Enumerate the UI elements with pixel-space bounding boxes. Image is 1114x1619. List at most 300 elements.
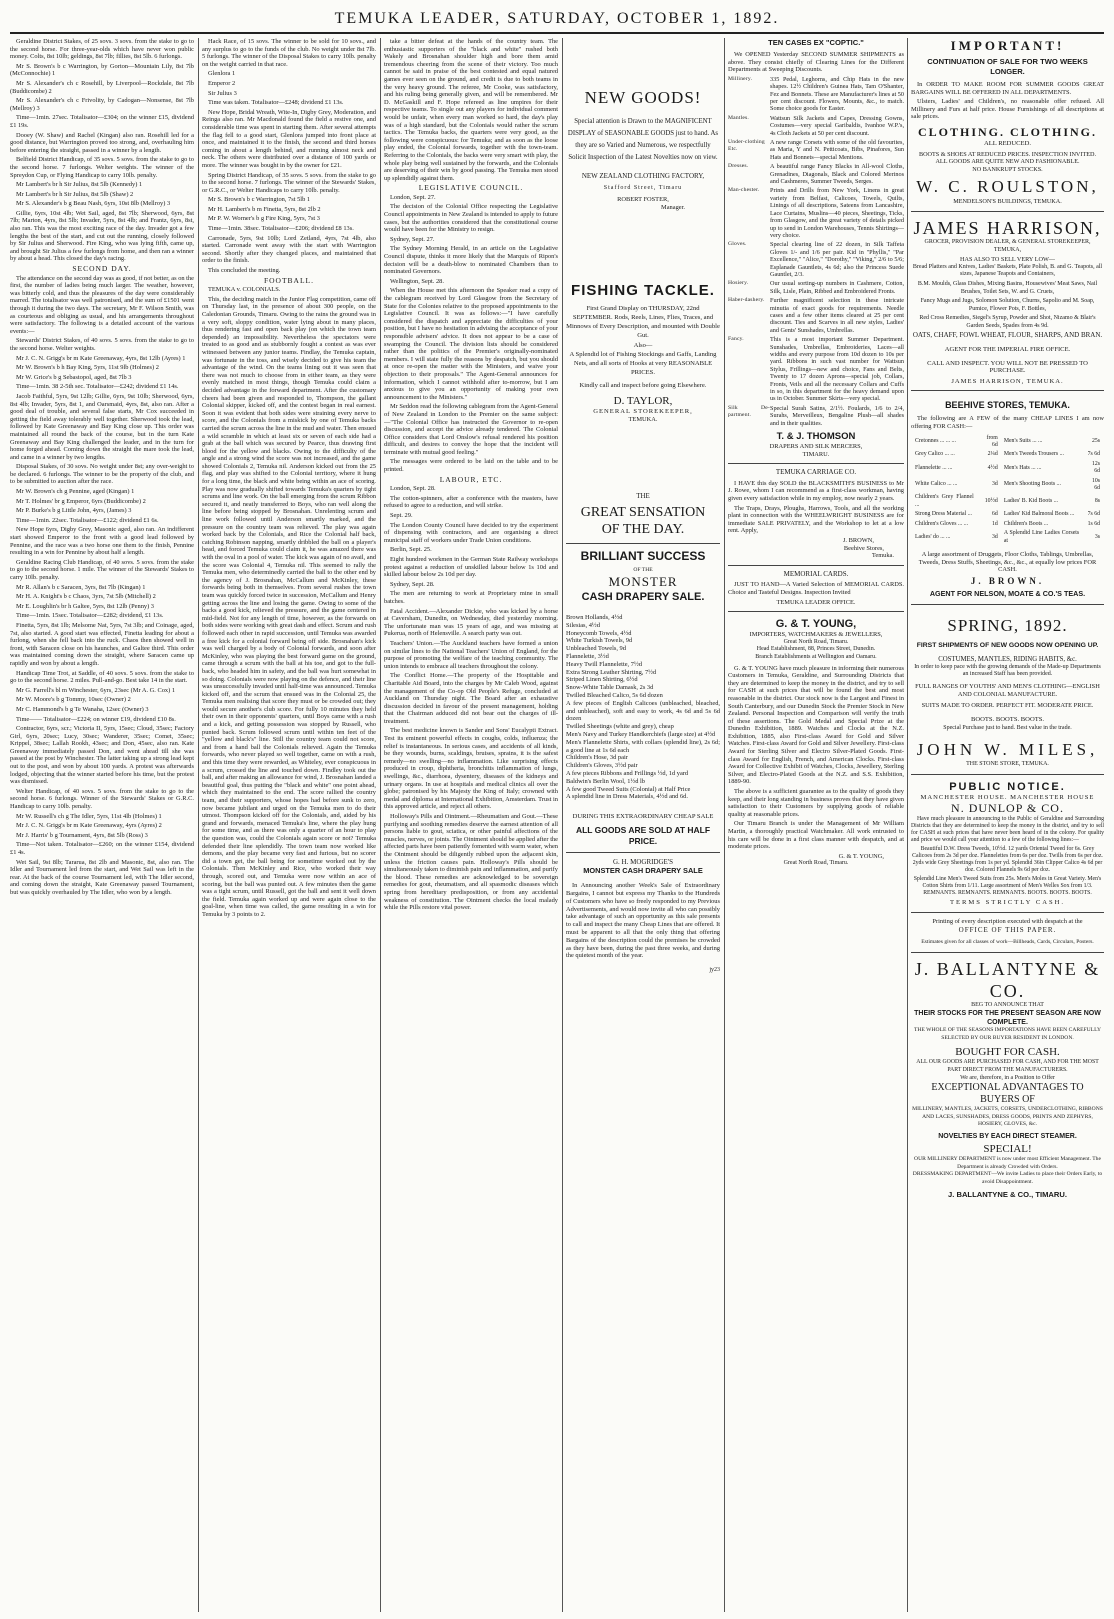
fishing-also: Also— [633, 342, 653, 349]
article-paragraph: Mr Seddon read the following cablegram from the Agent-General of New Zealand in London to the Premier on the same subject:—"The Colonial Office has instructed the Governor to re-open discussion, and accept the advice already tendered. The Colonial Office considers that Lord Onslow's refusal rendered his position difficult, and desires to convey the hope that the incident will terminate with mutual good feeling." [384, 403, 558, 456]
price-cell: 1s 6d [1087, 520, 1100, 527]
article-paragraph: Mr H. Lambert's b m Finetta, 5yrs, 8st 2lb 2 [208, 205, 321, 213]
ballantyne-beg: BEG TO ANNOUNCE THAT [971, 1001, 1044, 1008]
young-name: G. & T. YOUNG, [775, 618, 857, 631]
article-paragraph: Sydney, Sept. 28. [390, 580, 435, 588]
sensation-the: THE [636, 492, 650, 500]
article-paragraph: LABOUR, ETC. [439, 474, 503, 484]
fishing-body-3: Kindly call and inspect before going Elsewhere. [579, 382, 707, 389]
article-paragraph: Sir Julius 3 [208, 89, 237, 97]
article-paragraph: Time—1min. 38sec. Totalisator—£206; dividend £8 13s. [208, 225, 354, 233]
article-paragraph: Mr P. Burke's b g Little John, 4yrs, (James) 3 [16, 507, 132, 515]
article-paragraph: The best medicine known is Sander and Sons' Eucalypti Extract. Test its eminent powerful effects in coughs, colds, influenza; the relief is instantaneous. In serious cases, and accidents of all kinds, be they wounds, burns, scaldings, bruises, sprains, it is the safest remedy—no swelling—no inflammation. Like surprising effects produced in croup, diphtheria, bronchitis inflammation of lungs, swellings, &c., diarrhoea, dysentery, diseases of the kidneys and urinary organs. In use at hospitals and medical clinics all over the globe; patronised by his Majesty the King of Italy; crowned with medal and diploma at International Exhibition, Amsterdam. Trust in this approved article, and reject all others. [384, 727, 558, 811]
column-rule [724, 38, 725, 1612]
first-shipments: FIRST SHIPMENTS OF NEW GOODS NOW OPENING UP. [916, 642, 1099, 650]
article-paragraph: The decision of the Colonial Office respecting the Legislative Council appointments in New Zealand is intended to apply to future cases, but the authorities considered that the constitutional course would have been for the Ministry to resign. [384, 203, 558, 234]
department-text: Prints and Drills from New York, Linens in great variety from Belfast, Calicoes, Towels, Quilts, Linings of all descriptions, Sateens from Lancashire, Lace Curtains, Muslins—40 pieces, Sheetings, Ticks, from Glasgow, and the great variety of details picked up to send in London Warehouses, Tennis Shirtings—very choice. [770, 187, 904, 239]
article-paragraph: London, Sept. 28. [390, 485, 436, 493]
article-paragraph: Mr G. Farrell's bl m Winchester, 6yrs, 23sec (Mr A. G. Cox) 1 [16, 686, 176, 694]
terms-cash: TERMS STRICTLY CASH. [949, 899, 1066, 907]
young-signature: G. & T. YOUNG, [838, 852, 884, 860]
sensation-heading: GREAT SENSATION [580, 505, 706, 520]
article-paragraph: The men are returning to work at Proprietary mine in small batches. [384, 590, 558, 605]
article-paragraph: FOOTBALL. [263, 275, 315, 285]
ballantyne-millinery: MILLINERY, MANTLES, JACKETS, CORSETS, UNDERCLOTHING, RIBBONS AND LACES, SUNSHADES, DRESS GOODS, PRINTS AND ZEPHYRS, HOSIERY, GLOVES, &c. [912, 1106, 1103, 1128]
price-cell: 10½d [984, 498, 998, 505]
article-paragraph: Mr S. Alexander's b g Beau Nash, 6yrs, 10st 8lb (Mellroy) 3 [16, 200, 171, 208]
ulsters-notice: Ulsters, Ladies' and Children's, no reasonable offer refused. All Millinery and Furs at half price. House Furnishings of all descriptions at sale prices. [911, 98, 1104, 121]
price-cell: Children's Gloves ... ... [915, 520, 969, 527]
column-ads-drapers [728, 38, 904, 1612]
article-paragraph: Wellington, Sept. 28. [390, 277, 444, 285]
sale-item: Baldwin's Berlin Wool, 1½d lb [566, 777, 645, 785]
order-notice: In ORDER TO MAKE ROOM FOR SUMMER GOODS GREAT BARGAINS WILL BE OFFERED IN ALL DEPARTMENTS. [911, 81, 1104, 96]
sale-item: Men's Navy and Turkey Handkerchiefs (large size) at 4½d [566, 730, 716, 738]
price-cell: Men's Tweeds Trousers ... [1003, 451, 1064, 458]
carriage-signature-2: Beehive Stores, [843, 544, 884, 552]
department-row [728, 187, 904, 239]
price-cell: Children's Grey Flannel ... [915, 494, 974, 508]
of-the: OF THE [633, 567, 653, 573]
article-paragraph: Gillie, 6yrs, 10st 4lb; Wet Sail, aged, 8st 7lb; Sherwood, 6yrs, 8st 7lb; Marton, 4yrs, 8st 5lb; Invader, 5yrs, 8st 4lb; and Frantz, 6yrs, 8st, also ran. This was the most exciting race of the day. Invader got a few lengths the best of the start, and cut out the running, closely followed by Sir Julius and Sherwood. Fire King, who was lying fifth, came up, and brought Sir Julius a few furlongs from home, and then ran a winner by about a head. This closed the day's racing. [10, 209, 194, 263]
article-paragraph: Geraldine Racing Club Handicap, of 40 sovs. 5 sovs. from the stake to go to the second horse. 1 mile. The winner of the Stewards' Stakes to carry 10lb. penalty. [10, 558, 194, 581]
article-paragraph: The Conflict Home.—The property of the Hospitable and Charitable Aid Board, into the charges by Mr Caleb Wood, against the management of the Co-op Old People's Refuge, concluded at Auckland on Thursday night. The Board after an exhaustive discussion decided in favour of the present management, holding that the Chairman adduced did not bear out the charges of ill-treatment. [384, 672, 558, 725]
article-paragraph: Time—1min. 15sec. Totalisator—£282; dividend, £1 13s. [16, 612, 164, 620]
suits-to-order: SUITS MADE TO ORDER. PERFECT FIT. MODERATE PRICE. [921, 702, 1094, 710]
sale-item: A splendid line in Dress Materials, 4½d and 6d. [566, 793, 688, 801]
column-ads-temuka [911, 38, 1104, 1612]
sale-item: Unbleached Towels, 9d [566, 645, 626, 653]
ballantyne-name: J. BALLANTYNE & CO. [914, 958, 1101, 1001]
masthead [10, 6, 1104, 34]
sale-item: Striped Linen Shirting, 6½d [566, 676, 638, 684]
article-paragraph: Sept. 29. [390, 512, 413, 520]
article-paragraph: Mr S. Alexander's ch c Frivolity, by Cadogan—Nonsense, 8st 7lb (Mellroy) 3 [10, 97, 194, 112]
harrison-list-1: Bread Platters and Knives, Ladies' Baskets, Plate Polish, B. and G. Teapots, all sizes, Japanese Teapots and Containers, [912, 263, 1103, 278]
department-text: A beautiful range Fancy Blacks in All-wool Cloths, Grenadines, Diagonals, Black and Colored Merinos and Cashmeres, Summer Tweeds, Serges. [770, 163, 904, 186]
article-paragraph: Dooey (W. Shaw) and Rachel (Kingan) also ran. Rosehill led for a good distance, but Warrington proved too strong, and, overhauling him before entering the straight, passed in a winner by a length. [10, 131, 194, 154]
price-cell: 7s 6d [1087, 511, 1100, 518]
brilliant-success: BRILLIANT SUCCESS [580, 549, 706, 563]
price-cell: 3d [992, 533, 998, 540]
article-paragraph: Mr W. Brown's b h Bay King, 5yrs, 11st 9lb (Holmes) 2 [16, 364, 159, 372]
newspaper-page [10, 38, 1104, 1612]
department-label: Mantles. [728, 114, 750, 121]
price-cell: Children's Boots ... [1003, 520, 1049, 527]
fishing-heading: FISHING TACKLE. [571, 282, 715, 299]
article-paragraph: Mr P. W. Worner's b g Fire King, 5yrs, 7st 3 [208, 215, 321, 223]
price-cell: Strong Dress Material ... [915, 511, 972, 518]
beehive-price-table [911, 433, 1104, 547]
price-row [913, 451, 1102, 458]
article-paragraph: Sydney, Sept. 27. [390, 235, 435, 243]
article-paragraph: Time was taken. Totalisator—£248; dividend £1 13s. [208, 99, 344, 107]
article-paragraph: The Sydney Morning Herald, in an article on the Legislative Council dispute, thinks it more likely that the Marquis of Ripon's decision will be a death-blow to nominated Chambers than to nominated Governors. [384, 245, 558, 276]
article-paragraph: Mr S. Brown's b c Warrington, by Gorton—Mountain Lily, 8st 7lb (McConnochie) 1 [10, 62, 194, 78]
exceptional-advantages: EXCEPTIONAL ADVANTAGES TO BUYERS OF [931, 1082, 1084, 1106]
department-row [728, 139, 904, 161]
factory-manager-title: Manager. [661, 204, 685, 211]
department-row [728, 280, 904, 295]
article-paragraph: Hack Race, of 15 sovs. The winner to be sold for 10 sovs., and any surplus to go to the funds of the club. No weight under 8st 7lb. 5 furlongs. The winner of the Disposal Stakes to carry 10lb. penalty on the weight carried in that race. [202, 38, 376, 68]
price-cell: Grey Calico ... ... [915, 451, 955, 458]
price-cell: Ladies' Kid Balmoral Boots ... [1003, 511, 1075, 518]
price-cell: A Splendid Line Ladies Corsets at [1003, 530, 1080, 544]
office-of-this-paper: OFFICE OF THIS PAPER. [958, 926, 1057, 935]
harrison-list-2: B.M. Moulds, Glass Dishes, Mixing Basins, Housewives' Meat Saws, Nail Brushes, Toilet Sets, W. and G. Cruets, [917, 280, 1098, 295]
department-label: Hosiery. [728, 280, 749, 287]
boots-reduced: BOOTS & SHOES AT REDUCED PRICES. INSPECTION INVITED. [918, 150, 1097, 158]
price-cell: 1d [992, 520, 998, 527]
fishing-body: First Grand Display on THURSDAY, 22nd SEPTEMBER. Rods, Reels, Lines, Flies, Traces, and Minnows of Every Description, and mounted with Double Gut. [566, 305, 720, 339]
sale-item: Brown Hollands, 4½d [566, 614, 623, 621]
sale-item: Snow-White Table Damask, 2s 3d [566, 684, 654, 692]
dunlop-lines: Beautiful D.W. Dress Tweeds, 10½d. 12 yards Oriental Tweed for 6s. Grey Calicoes from 2s 3d per doz. Flannelettes from 6s per doz. Twills from 6s per doz. 2yds wide Grey Sheetings from 1s per yd. Splendid 36in Clipper Calico 4s 6d per doz. Colored Flannels 9s 6d per doz. [912, 846, 1103, 874]
half-price: ALL GOODS ARE SOLD AT HALF PRICE. [575, 825, 711, 847]
price-cell: Ladies' do ... ... [915, 533, 951, 540]
article-paragraph: Berlin, Sept. 25. [390, 546, 432, 554]
costumes-sub: In order to keep pace with the growing demands of the Made-up Departments an increased Staff has been provided. [914, 663, 1101, 678]
harrison-call: CALL AND INSPECT. YOU WILL NOT BE PRESSED TO PURCHASE. [927, 359, 1088, 375]
department-row [728, 241, 904, 278]
memorial-body: JUST TO HAND—A Varied Selection of MEMORIAL CARDS. Choice and Tasteful Designs. Inspection Invited [728, 581, 904, 596]
department-label: Dresses. [728, 163, 749, 170]
brown-agent: AGENT FOR NELSON, MOATE & CO.'S TEAS. [929, 589, 1086, 599]
price-row [913, 521, 1102, 528]
thomson-town: TIMARU. [802, 450, 830, 458]
article-paragraph: Fatal Accident.—Alexander Dickie, who was kicked by a horse at Caversham, Dunedin, on Wednesday, died yesterday morning. The unfortunate man was 15 years of age, and was missing at Pukerua, north of Helensville. A search party was out. [384, 607, 558, 638]
department-text: This is a most important Summer Department. Sunshades, Umbrellas, Embroideries, Laces—all widths and every purpose from 10d dozen to 10s per yard. Ribbons in such vast number for Wattsun Stylus, Frillings—new and choice, Fans and Belts, Twenty to 17 dozen Aprons—special job, Collars, Fronts, Veils and all the necessary Collars and Cuffs in so, in this department for the heavy demand upon us in October. Summer Skirts—very special. [770, 336, 904, 403]
all-reduced: ALL REDUCED. [983, 139, 1031, 147]
column-racing-football [202, 38, 376, 1612]
sale-item: Children's Gloves, 3½d pair [566, 762, 638, 770]
price-cell: 4½d [987, 464, 998, 471]
article-paragraph: Jacob Faithful, 5yrs, 9st 12lb; Gillie, 6yrs, 9st 10lb; Sherwood, 6yrs, 8st 4lb; Invader, 5yrs, 8st 1, and Oarsmaid, 4yrs, 8st, also ran. After a good deal of trouble, and several false starts, Mr Cox succeeded in getting the field away tolerably well together. Sherwood took the lead, followed by Kate Greenaway and Bay King close up. This order was maintained all round the back of the course, but in the turn Kate Greenaway and Bay King challenged the leader, and in the turn for home forged ahead. Coming down the straight the mare took the lead, and came in a winner by two lengths. [10, 392, 194, 461]
department-row [728, 336, 904, 403]
manchester-house: MANCHESTER HOUSE. MANCHESTER HOUSE [920, 793, 1095, 801]
all-goods-new: ALL GOODS ARE QUITE NEW AND FASHIONABLE. [935, 158, 1080, 166]
article-paragraph: Finetta, 5yrs, 8st 1lb; Melsome Nat, 5yrs, 7st 3lb; and Coinage, aged, 7st, also started. A good start was effected, Finetta leading for about a furlong, when she fell back into the ruck. Chaos then showed well in front, with Saracen close on his haunches, and Galtee third. This order was maintained coming down the straight, where Saracen came up rapidly and won by about a length. [10, 621, 194, 667]
article-paragraph: Mr J. C. N. Grigg's br m Kate Greenaway, 4yrs, 8st 12lb (Ayres) 1 [16, 354, 186, 362]
ad-code: jy23 [709, 967, 720, 974]
mogridge-name: G. H. MOGRIDGE'S [613, 858, 673, 867]
article-paragraph: Geraldine District Stakes, of 25 sovs. 3 sovs. from the stake to go to the second horse. For three-year-olds which have never won public money. Colts, 8st 10lb; geldings, 8st 7lb; fillies, 8st 5lb. 6 furlongs. [10, 38, 194, 61]
article-paragraph: Welter Handicap, of 40 sovs. 5 sovs. from the stake to go to the second horse. 6 furlongs. Winner of the Stewards' Stakes or G.R.C. Handicap to carry 10lb. penalty. [10, 787, 194, 811]
price-cell: 2¼d [987, 451, 998, 458]
price-row [913, 461, 1102, 476]
article-paragraph: Belfield District Handicap, of 35 sovs. 5 sovs. from the stake to go to the second horse. 7 furlongs. Welter weights. The winner of the Spreydon Cup, or Flying Handicap to carry 10lb. penalty. [10, 156, 194, 179]
department-label: Fancy. [728, 336, 744, 343]
mogridge-body: In Announcing another Week's Sale of Extraordinary Bargains, I cannot but express my Thanks to the Hundreds of Customers who have so freely responded to my Previous Advertisements, and would now invite all who can possibly take advantage of such an opportunity as this sale presents to call and inspect the many Cheap Lines that are offered. It must be apparent to all that the only thing that offering Bargains of the description could the premises be crowded as they have been, during the past three weeks, and during the quietest month of the year. [566, 882, 720, 960]
department-text: Further magnificent selection in these intricate minutia of exact goods for requirements. Needle cases and a few other items cleared at 25 per cent discount. Ties and Scarves in all new styles, Ladies' and Gents' Sunshades, Umbrellas. [770, 297, 904, 334]
article-paragraph: Time—1min. 22sec. Totalisator—£122; dividend £1 6s. [16, 516, 159, 524]
price-cell: Men's Shooting Boots ... [1003, 481, 1061, 488]
young-body-2: The above is a sufficient guarantee as to the quality of goods they keep, and their long standing in business proves that they have given satisfaction to their Customers by supplying goods of reliable quality at reasonable prices. [728, 788, 904, 818]
roulston-name: W. C. ROULSTON, [916, 177, 1099, 197]
carriage-signature-3: Temuka. [871, 552, 894, 560]
millinery-dept: OUR MILLINERY DEPARTMENT is now under most Efficient Management. The Department is already Crowded with Orders. [914, 1155, 1101, 1170]
dunlop-name: N. DUNLOP & CO. [951, 801, 1064, 816]
price-cell: 6d [992, 511, 998, 518]
harrison-oats: OATS, CHAFF, FOWL WHEAT, FLOUR, SHARPS, AND BRAN. [912, 331, 1103, 340]
department-label: Haber-dashery. [728, 297, 765, 304]
dunlop-lines-2: Splendid Line Men's Tweed Suits from 25s. Men's Moles in Great Variety. Men's Cotton Shirts from 1/11. Large assortment of Men's Welles Sox from 1/3. REMNANTS. REMNANTS. REMNANTS. BOOTS. BOOTS. BOOTS. [913, 876, 1102, 897]
young-signature-2: Great North Road, Timaru. [783, 860, 849, 867]
article-paragraph: take a bitter defeat at the hands of the country team. The enthusiastic supporters of the "black and white" rushed both Wakely and Brosnahan shoulder high and bore them amid tremendous cheering from the scene of their victory. Too much cannot be said in praise of the best contested and equal natured games ever seen on the ground, and credit is due to both teams in the very heavy ground. The referee, Mr Cooke, was satisfactory, and his ruling being generally given, and will be remembered. Mr D. McGaskill and F. Hope refereed as line umpires for their respective teams. To single out any players for individual comment would be unfair, when every man worked so hard, the day's play was of a high standard, but the Colonials would rather the scrum tactics. The Temuka backs, the quarters were very good, as the following were conspicuous: for Temuka; and as soon as the loose play ended, the Colonial forwards, together with the town-team. Referring to the Colonials, the backs were very smart with play, the whole play being well sustained by the forwards, and the Colonials are deserving of their win by good passing. The Temuka men stood up splendidly against them. [384, 38, 558, 182]
thomson-title: DRAPERS AND SILK MERCERS, [769, 443, 863, 451]
price-cell: Cretonnes ... ... ... [915, 438, 956, 445]
young-head: Head Establishment, 88, Princes Street, Dunedin. [756, 646, 876, 653]
price-cell: Men's Suits ... ... [1003, 438, 1043, 445]
article-paragraph: New Hope, Bridal Wreath, Wite-In, Digby Grey, Moderation, and Reinga also ran. Mr Macdonald found the field a restive one, and considerable time was spent in starting them. After several attempts the flag fell to a good start, Glenlora jumped into front place at once, and maintained it to the finish, the second and third horses coming in about a length behind, and running almost neck and neck. The others were distributed over a distance of 100 yards or more. The winner was bought in by the owner for £21. [202, 108, 376, 169]
harrison-title: GROCER, PROVISION DEALER, & GENERAL STOREKEEPER, TEMUKA, [924, 238, 1091, 253]
all-our-goods: ALL OUR GOODS ARE PURCHASED FOR CASH, AND FOR THE MOST PART DIRECT FROM THE MANUFACTURERS. [916, 1059, 1099, 1073]
public-notice-heading: PUBLIC NOTICE. [949, 780, 1066, 793]
article-paragraph: Mr R. Allan's b c Saracen, 3yrs, 8st 7lb (Kingan) 1 [16, 583, 146, 591]
ballantyne-stocks: THEIR STOCKS FOR THE PRESENT SEASON ARE NOW COMPLETE. [914, 1010, 1101, 1027]
article-paragraph: Emperor 2 [208, 79, 236, 87]
mogridge-sale: MONSTER CASH DRAPERY SALE [583, 866, 703, 876]
article-paragraph: Time—1min. 27sec. Totalisator—£304; on the winner £15, dividend £1 19s. [10, 114, 194, 129]
harrison-name: JAMES HARRISON, [913, 217, 1102, 238]
cash-drapery-sale: CASH DRAPERY SALE. [581, 591, 705, 603]
price-row [913, 435, 1102, 450]
article-paragraph: Time—Not taken. Totalisator—£260; on the winner £154, dividend £1 4s. [10, 841, 194, 856]
department-row [728, 297, 904, 334]
taylor-town: TEMUKA. [628, 416, 658, 423]
memorial-office: TEMUKA LEADER OFFICE. [776, 598, 856, 606]
article-paragraph: Glenlora 1 [208, 70, 236, 78]
miles-address: THE STONE STORE, TEMUKA. [966, 761, 1049, 768]
price-cell: 8s [1094, 498, 1100, 505]
harrison-has: HAS ALSO TO SELL VERY LOW— [960, 256, 1055, 264]
carriage-heading: TEMUKA CARRIAGE CO. [775, 468, 857, 477]
article-paragraph: Mr H. A. Knight's b c Chaos, 3yrs, 7st 5lb (Mitchell) 2 [16, 593, 156, 601]
memorial-heading: MEMORIAL CARDS. [783, 569, 849, 578]
column-news [384, 38, 558, 1612]
estimates-notice: Estimates given for all classes of work—Billheads, Cards, Circulars, Posters. [921, 939, 1094, 945]
clothing-heading: CLOTHING. CLOTHING. [917, 124, 1098, 139]
young-title: IMPORTERS, WATCHMAKERS & JEWELLERS, [749, 631, 883, 639]
special-heading: SPECIAL! [983, 1142, 1032, 1155]
newspaper-title: TEMUKA LEADER, SATURDAY, OCTOBER 1, 1892. [334, 10, 780, 27]
novelties: NOVELTIES BY EACH DIRECT STEAMER. [938, 1132, 1077, 1140]
full-ranges: FULL RANGES OF YOUTHS' AND MEN'S CLOTHING—ENGLISH AND COLONIAL MANUFACTURE. [915, 683, 1100, 698]
dunlop-body: Have much pleasure in announcing to the Public of Geraldine and Surrounding Districts that they are determined to keep the money in the district, and try to sell for CASH at such prices that have never been heard of in the colony. For quality and price we would call your attention to a few of the following lines:— [911, 816, 1104, 844]
new-goods-body: Special attention is Drawn to the MAGNIFICENT DISPLAY of SEASONABLE GOODS just to hand. As they are so Varied and Numerous, we respectfully Solicit Inspection of the Latest Novelties now on view. [567, 118, 719, 161]
article-paragraph: Mr S. Brown's b c Warrington, 7st 5lb 1 [208, 196, 311, 204]
article-paragraph: Mr Lambert's br h Sir Julius, 8st 5lb (Kennedy) 1 [16, 181, 143, 189]
special-purchase: Special Purchase just to hand. Best value in the trade. [943, 725, 1072, 732]
ten-cases-heading: TEN CASES EX "COPTIC." [768, 38, 864, 47]
department-text: 335 Pedal, Leghorns, and Chip Hats in the new shapes. 12½ Children's Guinea Hats, Tam O'Shanter, Fez and Bonnets. These are Manufacturer's lines at 50 per cent discount. Flowers, Mounts, &c., to match. Some choice goods for Easter. [770, 75, 904, 113]
young-body-3: Our Timaru Branch is under the Management of Mr William Martin, a thoroughly practical Watchmaker. All work entrusted to his care will be done in a first class manner with despatch, and at moderate prices. [728, 820, 904, 851]
column-rule [907, 38, 908, 1612]
printing-notice: Printing of every description executed with despatch at the [932, 917, 1083, 925]
ballantyne-whole: THE WHOLE OF THE SEASONS IMPORTATIONS HAVE BEEN CAREFULLY SELECTED BY OUR BUYER RESIDENT IN LONDON. [914, 1027, 1101, 1041]
costumes-heading: COSTUMES, MANTLES, RIDING HABITS, &c. [938, 656, 1077, 664]
department-row [728, 115, 904, 137]
monster: MONSTER [608, 574, 678, 589]
article-paragraph: Mr W. Russell's ch g The Idler, 5yrs, 11st 4lb (Holmes) 1 [16, 812, 162, 820]
department-text: Our usual sorting-up numbers in Cashmere, Cotton, Silk, Lisle, Plain, Ribbed and Embroidered Fronts. [770, 280, 904, 295]
article-paragraph: This concluded the meeting. [208, 267, 281, 275]
article-paragraph: Disposal Stakes, of 30 sovs. No weight under 8st; any over-weight to be declared. 6 furlongs. The winner to be the property of the club, and to be submitted to auction after the race. [10, 463, 194, 486]
department-row [728, 76, 904, 113]
price-cell: White Calico ... ... [915, 481, 958, 488]
ballantyne-signature: J. BALLANTYNE & CO., TIMARU. [948, 1190, 1067, 1200]
sale-item: A few good Tweed Suits (Colonial) at Half Price [566, 785, 691, 793]
article-paragraph: When the House met this afternoon the Speaker read a copy of the cablegram received by Lord Glasgow from the Secretary of State for the Colonies relative to the proposed appointments to the Legislative Council. It was as follows:—"I have carefully considered the dispatch and appreciate the difficulties of your position, but I have no hesitation in advising the acceptance of your responsible advisers' advice. It does not appear to be a case of swamping the Council. The division lists should be considered rather than the politics of the Premier's originally-nominated members. I will state fully the reasons by despatch, but you should at once re-open the matter with the Ministers, and waive your objection to their proposals." The Agent-General announces for information, which I cannot withhold after to-morrow, but I am anxious to give you an opportunity of making your own announcement to the Ministers." [384, 287, 558, 401]
department-text: Special Surah Satins, 2/1½. Foulards, 1/6 to 2/4, Surahs, Merveilleux, Bengaline Plush—all shades and in their qualities. [770, 404, 904, 427]
opened-notice: We OPENED Yesterday SECOND SUMMER SHIPMENTS as above. They consist chiefly of Clearing Lines for the Different Departments at Sweeping Discounts. [728, 51, 904, 74]
young-branch: Branch Establishments at Wellington and Oamaru. [755, 653, 877, 660]
article-paragraph: The London County Council have decided to try the experiment of dispensing with contractors, and are organising a direct municipal staff of workers under Trade Union conditions. [384, 521, 558, 544]
new-goods-heading: NEW GOODS! [584, 88, 702, 107]
price-cell: 25s [1091, 438, 1100, 445]
we-are: We are, therefore, in a Position to Offer [960, 1074, 1055, 1081]
column-rule [380, 38, 381, 1612]
price-cell: Flannelette ... ... [915, 464, 953, 471]
article-paragraph: Mr C. Hammond's b g Te Wanaha, 12sec (Owner) 3 [16, 705, 149, 713]
miles-name: JOHN W. MILES, [916, 740, 1099, 760]
department-text: Wattsun Silk Jackets and Capes, Dressing Gowns, Costumes—very special Garibaldis, Ivanhoe W.P.'s, 4s Cloth Jackets at 50 per cent discount. [770, 114, 904, 137]
sale-item: Heavy Twill Flannelette, 7½d [566, 660, 642, 668]
factory-name: NEW ZEALAND CLOTHING FACTORY, [581, 172, 705, 180]
article-paragraph: Wet Sail, 9st 8lb; Tararua, 8st 2lb and Masonic, 8st, also ran. The Idler and Tournament led from the start, and Wet Sail was left in the rear. At the back of the course Tournament led, with The Idler second, and coming down the straight, Kate Greenaway passed Tournament, but was quickly overhauled by The Idler, who won by a length. [10, 858, 194, 896]
column-rule [562, 38, 563, 1612]
sale-item: Men's Flannelette Shirts, with collars (splendid line), 2s 6d; a good line at 1s 6d each [566, 738, 720, 754]
article-paragraph: London, Sept. 27. [390, 193, 436, 201]
sale-item: Children's Hose, 3d pair [566, 754, 628, 762]
sale-item: Honeycomb Towels, 4½d [566, 629, 632, 637]
beehive-body: A large assortment of Druggets, Floor Cloths, Tablings, Umbrellas, Tweeds, Dress Stuffs, Sheetings, &c., &c., at equally low prices FOR CASH. [918, 550, 1097, 574]
factory-address: Stafford Street, Timaru [603, 185, 683, 191]
factory-manager: ROBERT FOSTER, [617, 196, 669, 203]
beehive-intro: The following are A FEW of the many CHEAP LINES I am now offering FOR CASH:— [911, 415, 1104, 431]
price-cell: Ladies' B. Kid Boots ... [1003, 498, 1058, 505]
fishing-body-2: A Splendid lot of Fishing Stockings and Gaffs, Landing Nets, and all sorts of Hooks at very REASONABLE PRICES. [569, 351, 717, 376]
dressmaking-dept: DRESSMAKING DEPARTMENT—We invite Ladies to place their Orders Early, to avoid Disappointment. [912, 1171, 1103, 1185]
harrison-list-4: Red Cross Remedies, Siegel's Syrup, Powder and Shot, Nizamo & Blair's Garden Seeds, Spades from 4s 9d. [919, 315, 1096, 329]
sale-item: Twilled Bleached Calico, 5s 6d dozen [566, 691, 663, 699]
article-paragraph: The messages were ordered to be laid on the table and to be printed. [384, 458, 558, 474]
article-paragraph: Contractor, 6yrs, scr.; Victoria II, 5yrs, 15sec; Cloud, 35sec; Factory Girl, 6yrs, 20sec; Lucy, 30sec; Wanderer, 35sec; Comet, 35sec; Krippel, 38sec; Lallah Rookh, 43sec; and Don, 45sec, also ran. Kate Greenaway immediately passed Don, and went ahead till she was passed at the post by Winchester. The latter taking up a strong lead kept out to the post, and won by about 100 yards. A protest was afterwards lodged, objecting that the winner started before his time, but the protest was dismissed. [10, 725, 194, 786]
price-row [913, 530, 1102, 545]
article-paragraph: Spring District Handicap, of 35 sovs. 5 sovs. from the stake to go to the second horse. 7 furlongs. The winner of the Stewards' Stakes, or G.R.C., or Welter Handicaps to carry 10lb. penalty. [202, 171, 376, 194]
department-row [728, 405, 904, 427]
carriage-body: I HAVE this day SOLD the BLACKSMITH'S BUSINESS to Mr J. Rowe, whom I can recommend as a first-class workman, having given every satisfaction while in my employ, now nearly 2 years. [728, 479, 904, 503]
article-paragraph: Eight hundred workmen in the German State Railway workshops protest against a reduction of unskilled labour below 1s 10d and skilled labour below 2s 10d per day. [384, 556, 558, 579]
bought-for-cash: BOUGHT FOR CASH. [955, 1046, 1060, 1059]
department-label: Gloves. [728, 241, 747, 248]
article-paragraph: Mr W. Grice's b g Sebastopol, aged, 8st 7lb 3 [16, 373, 132, 381]
no-bankrupt: NO BANKRUPT STOCKS. [972, 165, 1043, 173]
price-cell: 7s 6d [1087, 451, 1100, 458]
during-sale: DURING THIS EXTRAORDINARY CHEAP SALE [572, 813, 714, 821]
department-label: Millinery. [728, 75, 753, 82]
article-paragraph: Mr T. Holmes' br g Emperor, 6yrs (Buddicombe) 2 [16, 497, 146, 505]
article-paragraph: Mr J. Harris' b g Tournament, 4yrs, 8st 5lb (Ross) 3 [16, 831, 148, 839]
young-address: Great North Road, Timaru. [783, 638, 849, 645]
price-row [913, 511, 1102, 518]
price-cell: 3s [1094, 533, 1100, 540]
department-list [728, 76, 904, 427]
thomson-name: T. & J. THOMSON [776, 431, 856, 443]
sale-item: A few pieces of English Calicoes (unbleached, bleached, and unbleached), soft and easy to work, 4s 6d and 5s 6d dozen [566, 699, 720, 723]
article-paragraph: Teachers' Union.—The Auckland teachers have formed a union on similar lines to the National Teachers' Union of England, for the purpose of promoting the welfare of the teaching community. The union intends to embrace all teachers throughout the colony. [384, 639, 558, 670]
article-paragraph: Mr W. Brown's ch g Pennine, aged (Kingan) 1 [16, 488, 135, 496]
article-paragraph: Time—1min. 38 2-5th sec. Totalisator—£242; dividend £1 14s. [16, 383, 179, 391]
carriage-signature: J. BROWN, [842, 537, 874, 544]
department-row [728, 163, 904, 185]
article-paragraph: Mr E. Loughlin's br h Galtee, 5yrs, 8st 12lb (Penny) 3 [16, 602, 155, 610]
sale-item-list [566, 614, 720, 801]
column-racing-results [10, 38, 194, 1612]
article-paragraph: Carronade, 5yrs, 9st 10lb; Lord Zetland, 4yrs, 7st 4lb, also started. Carronade went away with the start with Warrington second. Shortly after they changed places, and maintained that order to the finish. [202, 234, 376, 265]
article-paragraph: This, the deciding match in the Junior Flag competition, came off on Thursday last, in the presence of about 300 people, on the Caledonian Grounds, Timaru. Owing to the rains the ground was in a very soft, sloppy condition, water lying about in many places, thus rendering fast and open back play (on which the town team depended) an impossibility. Nevertheless the spectators were treated to as good and as stubbornly fought a contest as was ever witnessed between any junior teams. Findlay, the Temuka captain, was fortunate in the toss, and wisely decided to give his team the advantage of the wind. On the teams lining out it was seen that there was not much to choose from in either team, as they were evenly matched in most things, though Temuka could claim a decided advantage in the forward department. After the customary cheers had been given and responded to, Thompson, the gallant Colonial skipper, kicked off, and the contest began in real earnest. Soon it was evident that both sides were straining every nerve to score, and the Colonials from a miskick by one of Temuka backs carried the scrum across the line in the mud and water. Then ensued a wild scramble in which at least six or seven of each side had a grab at the ball which was secured by Pearce, thus drawing first blood for the yellow and blacks. Owing to the difficulty of the angle and a strong wind the score was not increased, and the game showed Colonials 2, Temuka nil. Anderson kicked out from the 25 flag, and play was shifted to the Colonial territory, where it hung for a long time, the black and white being within an ace of scoring. Play was now gradually shifted towards Temuka's quarters by tight scrums and line work. On the ball emerging from the scrum Ribbon secured it, and neatly transferred to Boys, who ran well along the line before being stopped by Brosnahan. Unrelenting scrum and line work followed until Anderson smartly marked, and the pressure on the country team was relieved. The play was again worked back by the Colonials, and Rice the Colonial half back, catching Robinson napping, smartly dribbled the ball on a player's head, and forced Temuka could claim it, he was amazed there was with the oval in a pool of water. The kick was again of no avail, and the score was Colonial 4, Temuka nil. This seemed to rally the Temuka men, who determinedly carried the ball to the other end by the agency of J. Brosnahan, McCallum and McKinley, these forwards being both in themselves. From several rushes the town team was quickly forced twice in succession, McCallum and Henry getting across the line and losing the game. Owing to some of the backs a good kick, relieved the pressure, and the game centered in mid-field. Not for any length of time, however, as the forwards on both sides were working with great dash and effect. Scrum and rush followed each other in rapid succession, until Temuka was awarded a free kick for a colonial forward being off side. Brosnahan's kick was well charged by a body of Colonial forwards, and soon after McKinley, who was playing the best forward game on the ground, came through a scrum with the ball at his toe, and got to the full-back, who headed him in safety, and the ball was hurt somewhat in so doing. Colonials were now playing on the defence, and their line was unsuccessfully invaded until half-time was announced. Temuka kicked off, and the scrum that ensued was in the Colonial 25, the Temuka men realising that score they must or be crowded out; they would secure another's club score. For fully 10 minutes they held their own in their opponents' quarters, until Boys came with a rush and a kick, and getting possession was stopped by Russell, who punted back. Scrum followed scrum until within ten feet of the "yellow and black's" line. Still the country team could not score, and from a hand ball the Colonials relieved. Again the Temuka forwards, who never played so well together, came on with a rush, and this time they were rewarded, as Whiteley, ever conspicuous in a scrum, crossed the line and touched down. Findley took out the ball, and after making an allowance for wind, J. Brosnahan landed a beautiful goal, thus putting the "black and white" one point ahead, which they maintained to the end. The score rallied the country team, and their supporters, whose hopes had before sunk to zero, now became jubilant and urged on the Temuka men to do their utmost. Thompson kicked off for the Colonials, and, aided by his grand and forwards, menaced Temuka's line, where the play hung for some time, and as there was only a quarter of an hour to play the question was, could the Colonials again score or not? Temuka defended their line splendidly. The town team now worked like demons, and the play became very fast and furious, but no scorer did a town get, the ball being for sometime worked out by the Colonials. Then McKinley and Rice, who worked their way through, scored out, and Temuka were now within an ace of scoring, but the ball was punted out. A few minutes then the game was a tight scrum, until Russell, got the ball and sent it well down the field. Temuka again worked up and were again close to the goal-line, when time was called, the game resulting in a win for Temuka by 3 points to 2. [202, 295, 376, 918]
department-text: A new range Corsets with some of the old favourites, as Maria, Y and N. Petticoats, Bibs, Pinafores, Sun Hats and Bonnets—special Mentions. [770, 139, 904, 161]
article-paragraph: SECOND DAY. [72, 264, 132, 274]
sale-item: A few pieces Ribbons and Frillings ½d, 1d yard [566, 769, 689, 777]
article-paragraph: Mr Lambert's br h Sir Julius, 8st 5lb (Shaw) 2 [16, 190, 134, 198]
brown-name: J. BROWN. [970, 575, 1045, 586]
article-paragraph: Handicap Time Trot, at Saddle, of 40 sovs. 5 sovs. from the stake to go to the second horse. 2 miles. Pull-and-go. Best take 14 in the start. [10, 669, 194, 685]
article-paragraph: LEGISLATIVE COUNCIL. [418, 183, 524, 193]
article-paragraph: The cotton-spinners, after a conference with the masters, have refused to agree to a reduction, and will strike. [384, 494, 558, 510]
article-paragraph: Stewards' District Stakes, of 40 sovs. 5 sovs. from the stake to go to the second horse. Welter weights. [10, 337, 194, 352]
sale-item: Extra Strong Leather Shirting, 7½d [566, 668, 657, 676]
roulston-address: MENDELSON'S BUILDINGS, TEMUKA. [953, 198, 1062, 206]
boots-boots: BOOTS. BOOTS. BOOTS. [970, 715, 1045, 723]
department-text: Special clearing line of 22 dozen, in Silk Taffeta Gloves 1/- and 1/6 per pair. Kid in "Phyllis," "Par Excellence," "Alice," "Dorothy," "Viking," 2/6 to 5/6; Esplanade Gauntlets, 4s 6d; also the Princess Suede Gauntlet, 2/3. [770, 241, 904, 278]
department-label: Under-clothing Etc. [728, 139, 765, 153]
article-paragraph: Mr W. Moore's b g Tommy, 10sec (Owner) 2 [16, 696, 131, 704]
price-cell: from 6d [986, 434, 998, 449]
price-row [913, 494, 1102, 509]
article-paragraph: The attendance on the second day was as good, if not better, as on the first, the number of ladies being much larger. The weather, however, was bitterly cold, and thus the pleasures of the day were considerably marred. The totalisator was well patronised, and the sum of £1501 went through it during the two days. The secretary, Mr F. Wilson Smith, was as courteous and obliging as usual, and his arrangements throughout were satisfactory. The following is a detailed account of the various events:— [10, 274, 194, 335]
article-paragraph: Holloway's Pills and Ointment.—Rheumatism and Gout.—These purifying and soothing remedies deserve the earnest attention of all persons liable to gout, sciatica, or other painful affections of the muscles, nerves, or joints. The Ointment should be applied after the affected parts have been patiently fomented with warm water, when the Ointment should be diligently rubbed upon the adjacent skin, unless the friction causes pain. Holloway's Pills should be simultaneously taken to diminish pain and inflammation, and purify the blood. These remedies are acknowledged to be sovereign remedies for gout, rheumatism, and all spasmodic diseases which spring from hereditary predisposition, or from any accidental weakness of constitution. The Ointment checks the local malady while the Pills restore vital power. [384, 813, 558, 912]
carriage-body-2: The Traps, Drays, Ploughs, Harrows, Tools, and all the working plant in connection with the WHEELWRIGHT BUSINESS are for immediate SALE PRIVATELY, and the Workshop to let at a low rent. Apply, [728, 504, 904, 535]
sale-item: Silesias, 4½d [566, 621, 600, 629]
sale-item: Flannelette, 3½d [566, 652, 609, 660]
taylor-title: GENERAL STOREKEEPER, [593, 408, 693, 415]
column-ads-clothing [566, 38, 720, 1612]
taylor-name: D. TAYLOR, [613, 395, 673, 407]
column-rule [198, 38, 199, 1612]
price-row [913, 478, 1102, 493]
sale-item: Twilled Sheetings (white and grey), cheap [566, 723, 674, 731]
young-body: G. & T. YOUNG have much pleasure in informing their numerous Customers in Temuka, Geraldine, and Surrounding Districts that they are determined to keep the money in the district, and try to sell for CASH at such prices that will be found the best and most reasonable in the district. Our stock now is the Largest and Finest in South Canterbury, and our Dunedin Stock the Premier Stock in New Zealand. Personal Inspection and Comparison will verify the truth of these assertions. The Gold Medal and Special Prize at the Dunedin Exhibition, 1889. Watches and Clocks at the N.Z. Exhibition, 1885, also First-class Award for Gold and Silver Watches. First-class Award for Gold and Silver Jewellery. First-class Award for Sterling Silver and Electro Silver-Plated Goods. First-class Award for English, French, and American Clocks. First-class Award for Collective Exhibit of Watches, Clocks, Jewellery, Sterling Silver, and Electro-Plated Goods at the N.Z. and S.S. Exhibition, 1889-90. [728, 664, 904, 786]
price-cell: 10s 6d [1091, 477, 1100, 492]
article-paragraph: New Hope 6yrs, Digby Grey, Masonic aged, also ran. An indifferent start showed Emperor to the front with a good lead followed by Pennine, and the race was a two horse one them to the finish, Pennine resulting in a win for Pennine by about half a length. [10, 526, 194, 557]
beehive-heading: BEEHIVE STORES, TEMUKA. [945, 400, 1070, 411]
spring-heading: SPRING, 1892. [947, 616, 1068, 636]
article-paragraph: Mr S. Alexander's ch c Rosehill, by Liverpool—Rockdale, 8st 7lb (Buddicombe) 2 [10, 79, 194, 95]
article-paragraph: TEMUKA v. COLONIALS. [208, 286, 281, 294]
important-heading: IMPORTANT! [950, 38, 1065, 53]
article-paragraph: Mr J. C. N. Grigg's br m Kate Greenaway, 4yrs (Ayres) 2 [16, 822, 162, 830]
continuation-sale: CONTINUATION OF SALE FOR TWO WEEKS LONGER. [927, 57, 1088, 76]
department-label: Silk De-partment. [728, 404, 770, 419]
article-paragraph: Time—— Totalisator—£224; on winner £19, dividend £10 8s. [16, 715, 176, 723]
harrison-signature: JAMES HARRISON, TEMUKA. [951, 377, 1064, 385]
price-cell: 3d [992, 481, 998, 488]
harrison-list-3: Fancy Mugs and Jugs, Solomon Solution, Churns, Sapolio and M. Soap, Pumice, Flower Pots, F. Bottles, [920, 298, 1095, 312]
sensation-of-the-day: OF THE DAY. [601, 522, 685, 537]
sale-item: White Turkish Towels, 9d [566, 637, 633, 645]
harrison-agent: AGENT FOR THE IMPERIAL FIRE OFFICE. [944, 346, 1071, 354]
